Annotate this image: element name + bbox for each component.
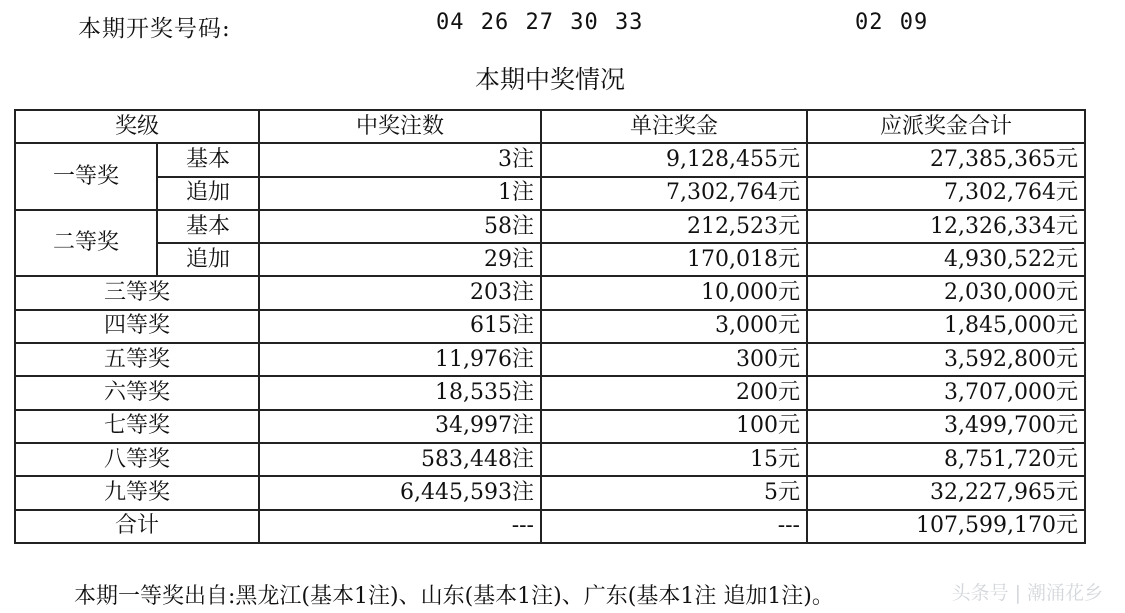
prize-subtype: 基本 (157, 210, 259, 243)
prize-level: 三等奖 (15, 276, 259, 309)
prize-level: 八等奖 (15, 443, 259, 476)
table-row (15, 210, 1085, 243)
watermark-separator: | (1014, 582, 1021, 604)
prize-level: 四等奖 (15, 310, 259, 343)
winning-count: 583,448注 (259, 443, 541, 476)
unit-prize: 5元 (541, 476, 807, 509)
total-count: --- (259, 510, 541, 543)
total-label: 合计 (15, 510, 259, 543)
grand-total-prize: 107,599,170元 (807, 510, 1085, 543)
table-row (15, 310, 1085, 343)
prize-subtype: 追加 (157, 243, 259, 276)
winning-count: 615注 (259, 310, 541, 343)
winning-numbers-label: 本期开奖号码: (78, 16, 231, 42)
total-prize: 3,499,700元 (807, 410, 1085, 443)
total-prize: 3,592,800元 (807, 343, 1085, 376)
total-prize: 2,030,000元 (807, 276, 1085, 309)
total-prize: 4,930,522元 (807, 243, 1085, 276)
watermark-author: 潮涌花乡 (1026, 582, 1103, 604)
table-row (15, 443, 1085, 476)
total-prize: 12,326,334元 (807, 210, 1085, 243)
header-count: 中奖注数 (259, 110, 541, 143)
table-title: 本期中奖情况 (474, 65, 625, 94)
header-unit-prize: 单注奖金 (541, 110, 807, 143)
unit-prize: 300元 (541, 343, 807, 376)
unit-prize: 10,000元 (541, 276, 807, 309)
winning-count: 1注 (259, 177, 541, 210)
table-total-row (15, 510, 1085, 543)
table-row (15, 143, 1085, 176)
prize-level: 六等奖 (15, 376, 259, 409)
prize-level: 九等奖 (15, 476, 259, 509)
unit-prize: 3,000元 (541, 310, 807, 343)
prize-level: 一等奖 (15, 143, 157, 210)
total-prize: 32,227,965元 (807, 476, 1085, 509)
unit-prize: 9,128,455元 (541, 143, 807, 176)
total-prize: 8,751,720元 (807, 443, 1085, 476)
prize-table (14, 109, 1086, 544)
watermark-brand: 头条号 (951, 582, 1009, 604)
header-level: 奖级 (15, 110, 259, 143)
winning-count: 18,535注 (259, 376, 541, 409)
unit-prize: 100元 (541, 410, 807, 443)
winning-count: 34,997注 (259, 410, 541, 443)
prize-subtype: 追加 (157, 177, 259, 210)
unit-prize: 170,018元 (541, 243, 807, 276)
prize-level: 七等奖 (15, 410, 259, 443)
winning-count: 3注 (259, 143, 541, 176)
table-row (15, 476, 1085, 509)
unit-prize: 212,523元 (541, 210, 807, 243)
winning-count: 203注 (259, 276, 541, 309)
prize-level: 五等奖 (15, 343, 259, 376)
total-prize: 27,385,365元 (807, 143, 1085, 176)
table-row (15, 243, 1085, 276)
total-prize: 3,707,000元 (807, 376, 1085, 409)
first-prize-origin-note: 本期一等奖出自:黑龙江(基本1注)、山东(基本1注)、广东(基本1注 追加1注)。 (74, 584, 834, 609)
front-zone-numbers: 04 26 27 30 33 (436, 10, 644, 35)
prize-level: 二等奖 (15, 210, 157, 277)
table-header-row (15, 110, 1085, 143)
table-row (15, 410, 1085, 443)
winning-numbers-row (0, 6, 1125, 42)
winning-count: 11,976注 (259, 343, 541, 376)
table-row (15, 276, 1085, 309)
total-unit: --- (541, 510, 807, 543)
unit-prize: 200元 (541, 376, 807, 409)
unit-prize: 15元 (541, 443, 807, 476)
total-prize: 1,845,000元 (807, 310, 1085, 343)
unit-prize: 7,302,764元 (541, 177, 807, 210)
back-zone-numbers: 02 09 (855, 10, 929, 35)
table-row (15, 177, 1085, 210)
winning-count: 58注 (259, 210, 541, 243)
prize-subtype: 基本 (157, 143, 259, 176)
header-total-prize: 应派奖金合计 (807, 110, 1085, 143)
table-row (15, 343, 1085, 376)
table-row (15, 376, 1085, 409)
watermark (952, 578, 1103, 605)
winning-count: 6,445,593注 (259, 476, 541, 509)
total-prize: 7,302,764元 (807, 177, 1085, 210)
winning-count: 29注 (259, 243, 541, 276)
